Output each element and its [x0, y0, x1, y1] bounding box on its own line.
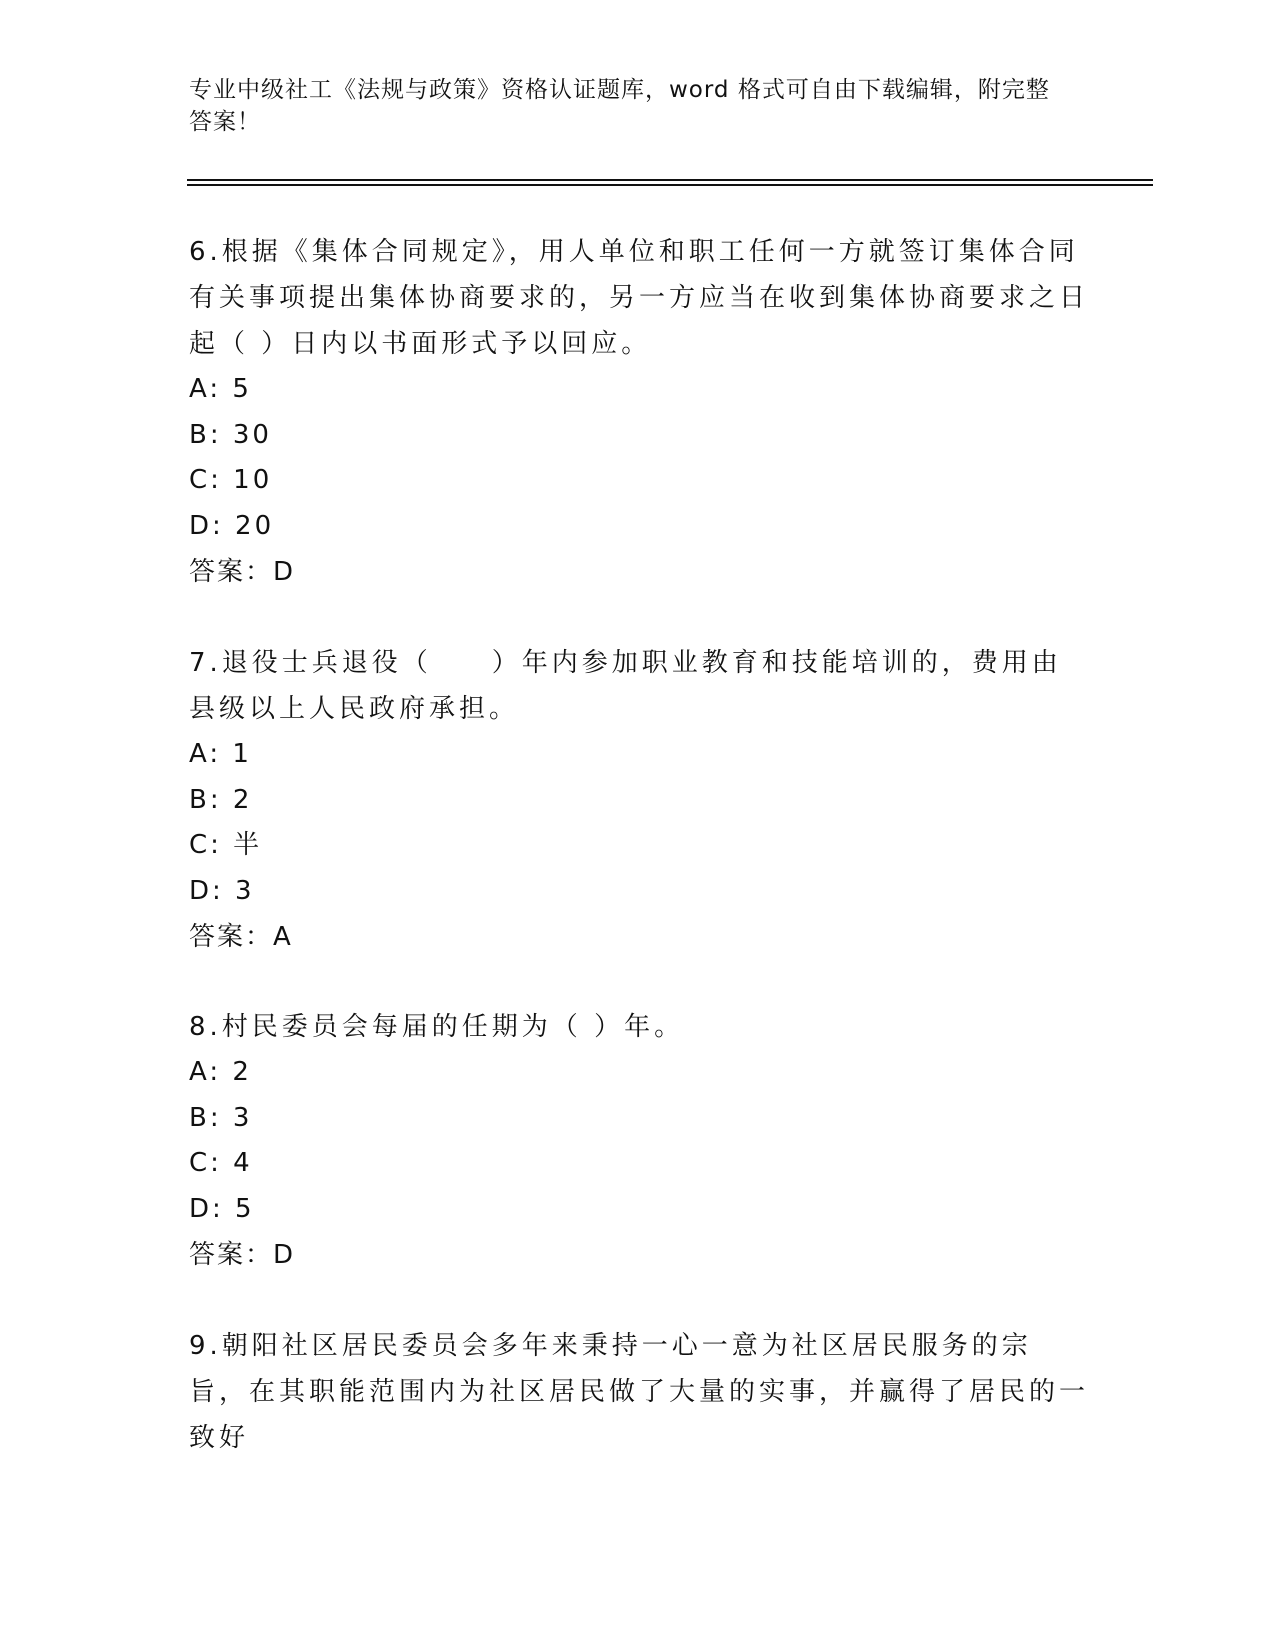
option-b: B: 3	[189, 1102, 253, 1133]
question-stem: 7.退役士兵退役（ ）年内参加职业教育和技能培训的，费用由县级以上人民政府承担。	[189, 648, 1062, 724]
question-6	[189, 229, 1089, 595]
option-d: D: 5	[189, 1193, 255, 1224]
header-divider-line-secondary	[187, 184, 1153, 186]
question-stem: 9.朝阳社区居民委员会多年来秉持一心一意为社区居民服务的宗旨，在其职能范围内为社区居民做了大量的实事，并赢得了居民的一致好	[189, 1331, 1090, 1453]
option-a: A: 5	[189, 374, 252, 404]
option-c: C: 10	[189, 465, 273, 495]
header-divider-line	[187, 179, 1153, 181]
option-d: D: 20	[189, 510, 275, 541]
answer-line: 答案：D	[189, 557, 296, 587]
answer-line: 答案：A	[189, 922, 293, 952]
question-8	[189, 1004, 1089, 1278]
option-b: B: 2	[189, 784, 253, 815]
question-stem: 6.根据《集体合同规定》，用人单位和职工任何一方就签订集体合同有关事项提出集体协商要求的，另一方应当在收到集体协商要求之日起（ ）日内以书面形式予以回应。	[189, 237, 1090, 359]
answer-line: 答案：D	[189, 1240, 296, 1270]
option-a: A: 2	[189, 1057, 252, 1087]
option-d: D: 3	[189, 875, 255, 906]
option-c: C: 半	[189, 830, 263, 860]
option-c: C: 4	[189, 1148, 253, 1178]
option-b: B: 30	[189, 419, 272, 450]
option-a: A: 1	[189, 739, 252, 769]
document-header: 专业中级社工《法规与政策》资格认证题库，word 格式可自由下载编辑，附完整答案！	[189, 77, 1050, 135]
question-stem: 8.村民委员会每届的任期为（ ）年。	[189, 1012, 685, 1042]
question-7	[189, 640, 1089, 960]
question-9	[189, 1323, 1089, 1461]
